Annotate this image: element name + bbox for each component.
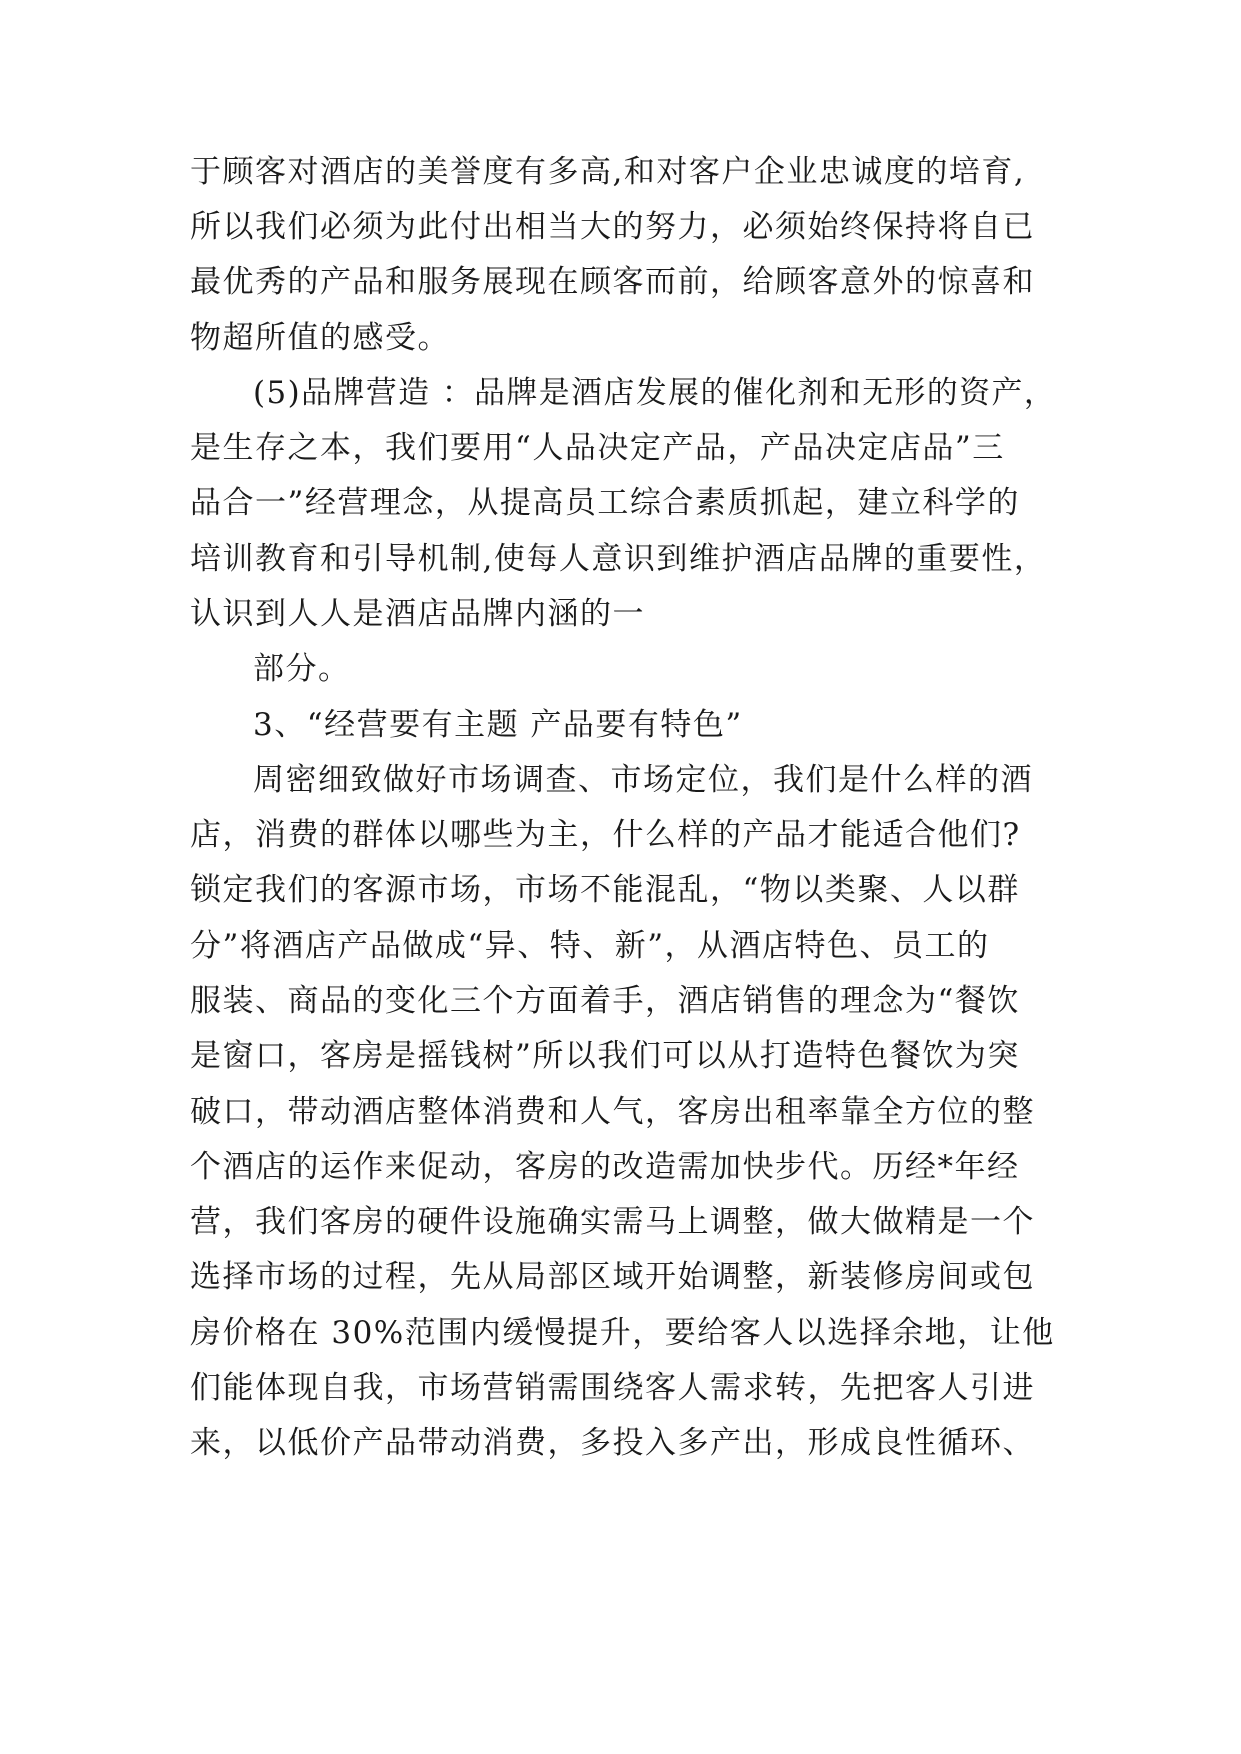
text-line: 周密细致做好市场调查、市场定位，我们是什么样的酒: [253, 762, 1033, 798]
text-line: 是生存之本，我们要用“人品决定产品，产品决定店品”三: [190, 430, 1005, 466]
text-line: 于顾客对酒店的美誉度有多高,和对客户企业忠诚度的培育,: [190, 154, 1026, 190]
section-heading: 3、“经营要有主题 产品要有特色”: [253, 707, 743, 743]
text-line: 个酒店的运作来促动，客房的改造需加快步代。历经*年经: [190, 1149, 1020, 1185]
text-line: 是窗口，客房是摇钱树”所以我们可以从打造特色餐饮为突: [190, 1038, 1020, 1074]
text-line: 锁定我们的客源市场，市场不能混乱，“物以类聚、人以群: [190, 872, 1020, 908]
text-line: 选择市场的过程，先从局部区域开始调整，新装修房间或包: [190, 1259, 1035, 1295]
text-line: (5)品牌营造 ：品牌是酒店发展的催化剂和无形的资产，: [253, 375, 1057, 411]
text-line: 们能体现自我，市场营销需围绕客人需求转，先把客人引进: [190, 1370, 1035, 1406]
text-line: 破口，带动酒店整体消费和人气，客房出租率靠全方位的整: [190, 1094, 1035, 1130]
text-line: 所以我们必须为此付出相当大的努力，必须始终保持将自已: [190, 209, 1035, 245]
text-line: 认识到人人是酒店品牌内涵的一: [190, 596, 645, 632]
text-line: 来，以低价产品带动消费，多投入多产出，形成良性循环、: [190, 1425, 1035, 1461]
text-line: 部分。: [253, 651, 351, 687]
text-line: 服装、商品的变化三个方面着手，酒店销售的理念为“餐饮: [190, 983, 1020, 1019]
text-line: 房价格在 30%范围内缓慢提升，要给客人以选择余地，让他: [190, 1315, 1055, 1351]
text-line: 培训教育和引导机制,使每人意识到维护酒店品牌的重要性，: [190, 541, 1047, 577]
text-line: 最优秀的产品和服务展现在顾客而前，给顾客意外的惊喜和: [190, 264, 1035, 300]
text-line: 品合一”经营理念，从提高员工综合素质抓起，建立科学的: [190, 485, 1020, 521]
text-line: 店，消费的群体以哪些为主，什么样的产品才能适合他们?: [190, 817, 1021, 853]
text-line: 营，我们客房的硬件设施确实需马上调整，做大做精是一个: [190, 1204, 1035, 1240]
text-line: 分”将酒店产品做成“异、特、新”，从酒店特色、员工的: [190, 928, 990, 964]
text-line: 物超所值的感受。: [190, 320, 450, 356]
